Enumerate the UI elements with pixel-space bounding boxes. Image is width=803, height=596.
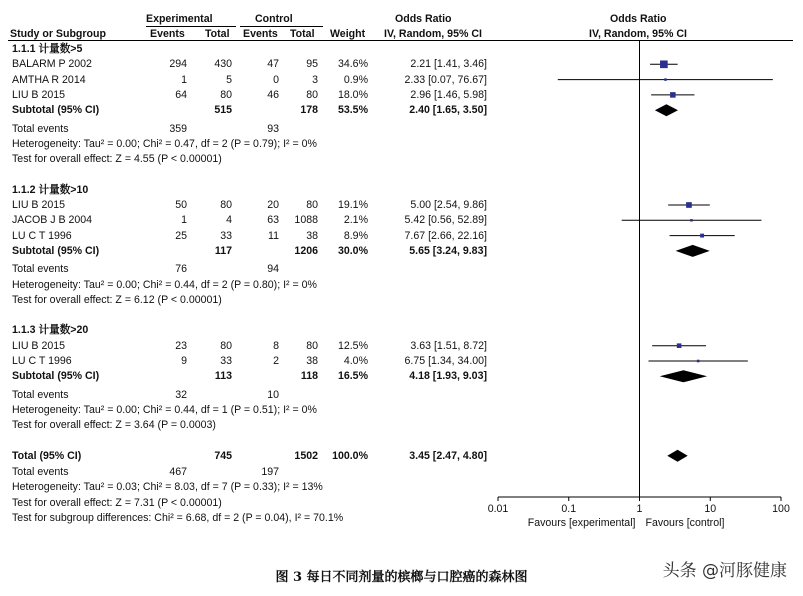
subtotal-diamond — [655, 104, 678, 116]
subtotal-label: Subtotal (95% CI) — [12, 370, 100, 383]
subtotal-total-experimental: 117 — [214, 244, 232, 257]
study-weight: 4.0% — [343, 355, 368, 367]
heterogeneity-text: Heterogeneity: Tau² = 0.03; Chi² = 8.03, df = 7 (P = 0.33); I² = 13% — [12, 481, 323, 494]
study-events-control: 47 — [267, 58, 279, 71]
study-events-experimental: 25 — [175, 229, 187, 242]
study-total-control: 80 — [306, 199, 318, 211]
study-weight: 34.6% — [337, 58, 368, 71]
total-events-label: Total events — [12, 263, 69, 276]
study-total-control: 38 — [306, 355, 318, 367]
header-total-e: Total — [205, 28, 230, 40]
study-events-experimental: 50 — [175, 199, 187, 211]
study-events-experimental: 23 — [175, 339, 187, 352]
study-events-control: 63 — [267, 214, 279, 227]
study-odds-ratio-ci: 5.00 [2.54, 9.86] — [410, 199, 487, 211]
study-odds-ratio-ci: 3.63 [1.51, 8.72] — [410, 339, 487, 352]
total-weight: 100.0% — [332, 449, 368, 462]
subtotal-total-experimental: 515 — [214, 104, 232, 117]
subtotal-odds-ratio-ci: 5.65 [3.24, 9.83] — [409, 244, 487, 257]
subgroup-title: 1.1.2 计量数>10 — [12, 183, 89, 196]
subtotal-weight: 16.5% — [337, 370, 368, 383]
study-marker — [700, 234, 704, 238]
header-events-c: Events — [243, 28, 278, 40]
subtotal-diamond — [676, 245, 710, 257]
study-name: LU C T 1996 — [12, 355, 72, 367]
total-odds-ratio-ci: 3.45 [2.47, 4.80] — [409, 449, 487, 462]
total-events-label: Total events — [12, 388, 69, 401]
subtotal-label: Subtotal (95% CI) — [12, 104, 100, 117]
study-events-control: 20 — [267, 199, 279, 211]
header-odds-ratio-plot: Odds Ratio — [610, 13, 667, 25]
study-name: LU C T 1996 — [12, 229, 72, 242]
study-name: LIU B 2015 — [12, 339, 66, 352]
total-events-label: Total events — [12, 122, 69, 135]
study-events-experimental: 1 — [181, 214, 187, 227]
header-events-e: Events — [150, 28, 185, 40]
heterogeneity-text: Heterogeneity: Tau² = 0.00; Chi² = 0.47, df = 2 (P = 0.79); I² = 0% — [12, 137, 317, 150]
subtotal-total-control: 118 — [300, 370, 318, 383]
study-odds-ratio-ci: 2.96 [1.46, 5.98] — [410, 88, 487, 101]
subtotal-total-control: 178 — [300, 104, 318, 117]
overall-effect-text: Test for overall effect: Z = 7.31 (P < 0.00001) — [12, 496, 222, 509]
study-marker — [670, 92, 676, 98]
study-total-control: 1088 — [294, 214, 318, 227]
subtotal-weight: 30.0% — [337, 244, 368, 257]
total-total-experimental: 745 — [214, 449, 232, 462]
study-total-experimental: 430 — [214, 58, 232, 71]
total-events-events-experimental: 32 — [175, 388, 187, 401]
subtotal-odds-ratio-ci: 4.18 [1.93, 9.03] — [409, 370, 487, 383]
study-events-control: 0 — [273, 73, 279, 86]
study-events-experimental: 1 — [181, 73, 187, 86]
study-total-experimental: 33 — [220, 355, 232, 367]
study-events-control: 11 — [268, 229, 279, 242]
total-events-events-control: 94 — [267, 263, 279, 276]
header-total-c: Total — [290, 28, 315, 40]
study-total-experimental: 80 — [220, 199, 232, 211]
subtotal-total-experimental: 113 — [214, 370, 232, 383]
overall-effect-text: Test for overall effect: Z = 4.55 (P < 0.00001) — [12, 153, 222, 166]
study-total-control: 80 — [306, 339, 318, 352]
header-study: Study or Subgroup — [10, 28, 106, 40]
watermark: 头条 @河豚健康 — [662, 561, 787, 581]
header-weight: Weight — [330, 28, 366, 40]
favours-control-label: Favours [control] — [645, 517, 725, 529]
grand-total-events-events-control: 197 — [261, 466, 279, 479]
study-marker — [664, 78, 667, 81]
subgroup-differences-text: Test for subgroup differences: Chi² = 6.68, df = 2 (P = 0.04), I² = 70.1% — [12, 512, 344, 524]
header-odds-ratio-text: Odds Ratio — [395, 13, 452, 25]
total-label: Total (95% CI) — [12, 449, 82, 462]
study-marker — [677, 343, 682, 348]
study-marker — [690, 219, 693, 222]
subgroup-title: 1.1.1 计量数>5 — [12, 43, 83, 55]
header-experimental: Experimental — [146, 13, 213, 25]
total-events-events-control: 93 — [267, 122, 279, 135]
study-events-experimental: 64 — [175, 88, 187, 101]
study-total-experimental: 33 — [220, 229, 232, 242]
study-weight: 8.9% — [343, 229, 368, 242]
x-tick-label: 100 — [772, 503, 790, 515]
subtotal-diamond — [660, 370, 707, 382]
study-odds-ratio-ci: 6.75 [1.34, 34.00] — [404, 355, 487, 367]
study-total-control: 95 — [306, 58, 318, 71]
subtotal-total-control: 1206 — [294, 244, 318, 257]
x-tick-label: 0.1 — [561, 503, 577, 515]
study-odds-ratio-ci: 5.42 [0.56, 52.89] — [404, 214, 487, 227]
total-total-control: 1502 — [294, 449, 318, 462]
x-tick-label: 1 — [636, 503, 643, 515]
study-name: LIU B 2015 — [12, 88, 66, 101]
header-control: Control — [255, 13, 293, 25]
study-marker — [697, 360, 700, 363]
subtotal-odds-ratio-ci: 2.40 [1.65, 3.50] — [409, 104, 487, 117]
figure-caption: 图 3 每日不同剂量的槟榔与口腔癌的森林图 — [275, 570, 528, 585]
study-name: AMTHA R 2014 — [12, 73, 86, 86]
overall-effect-text: Test for overall effect: Z = 6.12 (P < 0.00001) — [12, 293, 222, 306]
study-odds-ratio-ci: 2.33 [0.07, 76.67] — [404, 73, 487, 86]
study-marker — [686, 202, 692, 208]
x-tick-label: 0.01 — [487, 503, 509, 515]
heterogeneity-text: Heterogeneity: Tau² = 0.00; Chi² = 0.44, df = 1 (P = 0.51); I² = 0% — [12, 403, 317, 416]
grand-total-events-events-experimental: 467 — [169, 466, 187, 479]
study-weight: 0.9% — [343, 73, 368, 86]
study-total-control: 80 — [306, 88, 318, 101]
total-diamond — [667, 450, 687, 462]
total-events-events-experimental: 76 — [175, 263, 187, 276]
study-total-experimental: 5 — [226, 73, 232, 86]
study-total-experimental: 80 — [220, 88, 232, 101]
study-weight: 18.0% — [337, 88, 368, 101]
total-events-events-control: 10 — [267, 388, 279, 401]
study-odds-ratio-ci: 7.67 [2.66, 22.16] — [404, 229, 487, 242]
subtotal-weight: 53.5% — [337, 104, 368, 117]
study-weight: 19.1% — [337, 199, 368, 211]
study-events-control: 2 — [273, 355, 279, 367]
subtotal-label: Subtotal (95% CI) — [12, 244, 100, 257]
study-total-control: 3 — [312, 73, 318, 86]
study-total-control: 38 — [306, 229, 318, 242]
study-marker — [660, 60, 668, 68]
study-total-experimental: 4 — [226, 214, 232, 227]
subgroup-title: 1.1.3 计量数>20 — [12, 324, 89, 337]
study-events-control: 8 — [273, 339, 279, 352]
study-events-control: 46 — [267, 88, 279, 101]
study-weight: 12.5% — [337, 339, 368, 352]
total-events-events-experimental: 359 — [169, 122, 187, 135]
study-name: LIU B 2015 — [12, 199, 66, 211]
study-events-experimental: 294 — [169, 58, 187, 71]
study-weight: 2.1% — [343, 214, 368, 227]
study-odds-ratio-ci: 2.21 [1.41, 3.46] — [410, 58, 487, 71]
study-total-experimental: 80 — [220, 339, 232, 352]
favours-experimental-label: Favours [experimental] — [527, 517, 636, 529]
x-tick-label: 10 — [704, 503, 717, 515]
study-events-experimental: 9 — [181, 355, 187, 367]
heterogeneity-text: Heterogeneity: Tau² = 0.00; Chi² = 0.44, df = 2 (P = 0.80); I² = 0% — [12, 278, 317, 291]
total-events-label: Total events — [12, 466, 69, 479]
study-name: JACOB J B 2004 — [12, 214, 93, 227]
header-or-text-sub: IV, Random, 95% CI — [384, 28, 482, 40]
study-name: BALARM P 2002 — [12, 58, 92, 71]
header-or-plot-sub: IV, Random, 95% CI — [589, 28, 687, 40]
overall-effect-text: Test for overall effect: Z = 3.64 (P = 0.0003) — [12, 419, 216, 432]
